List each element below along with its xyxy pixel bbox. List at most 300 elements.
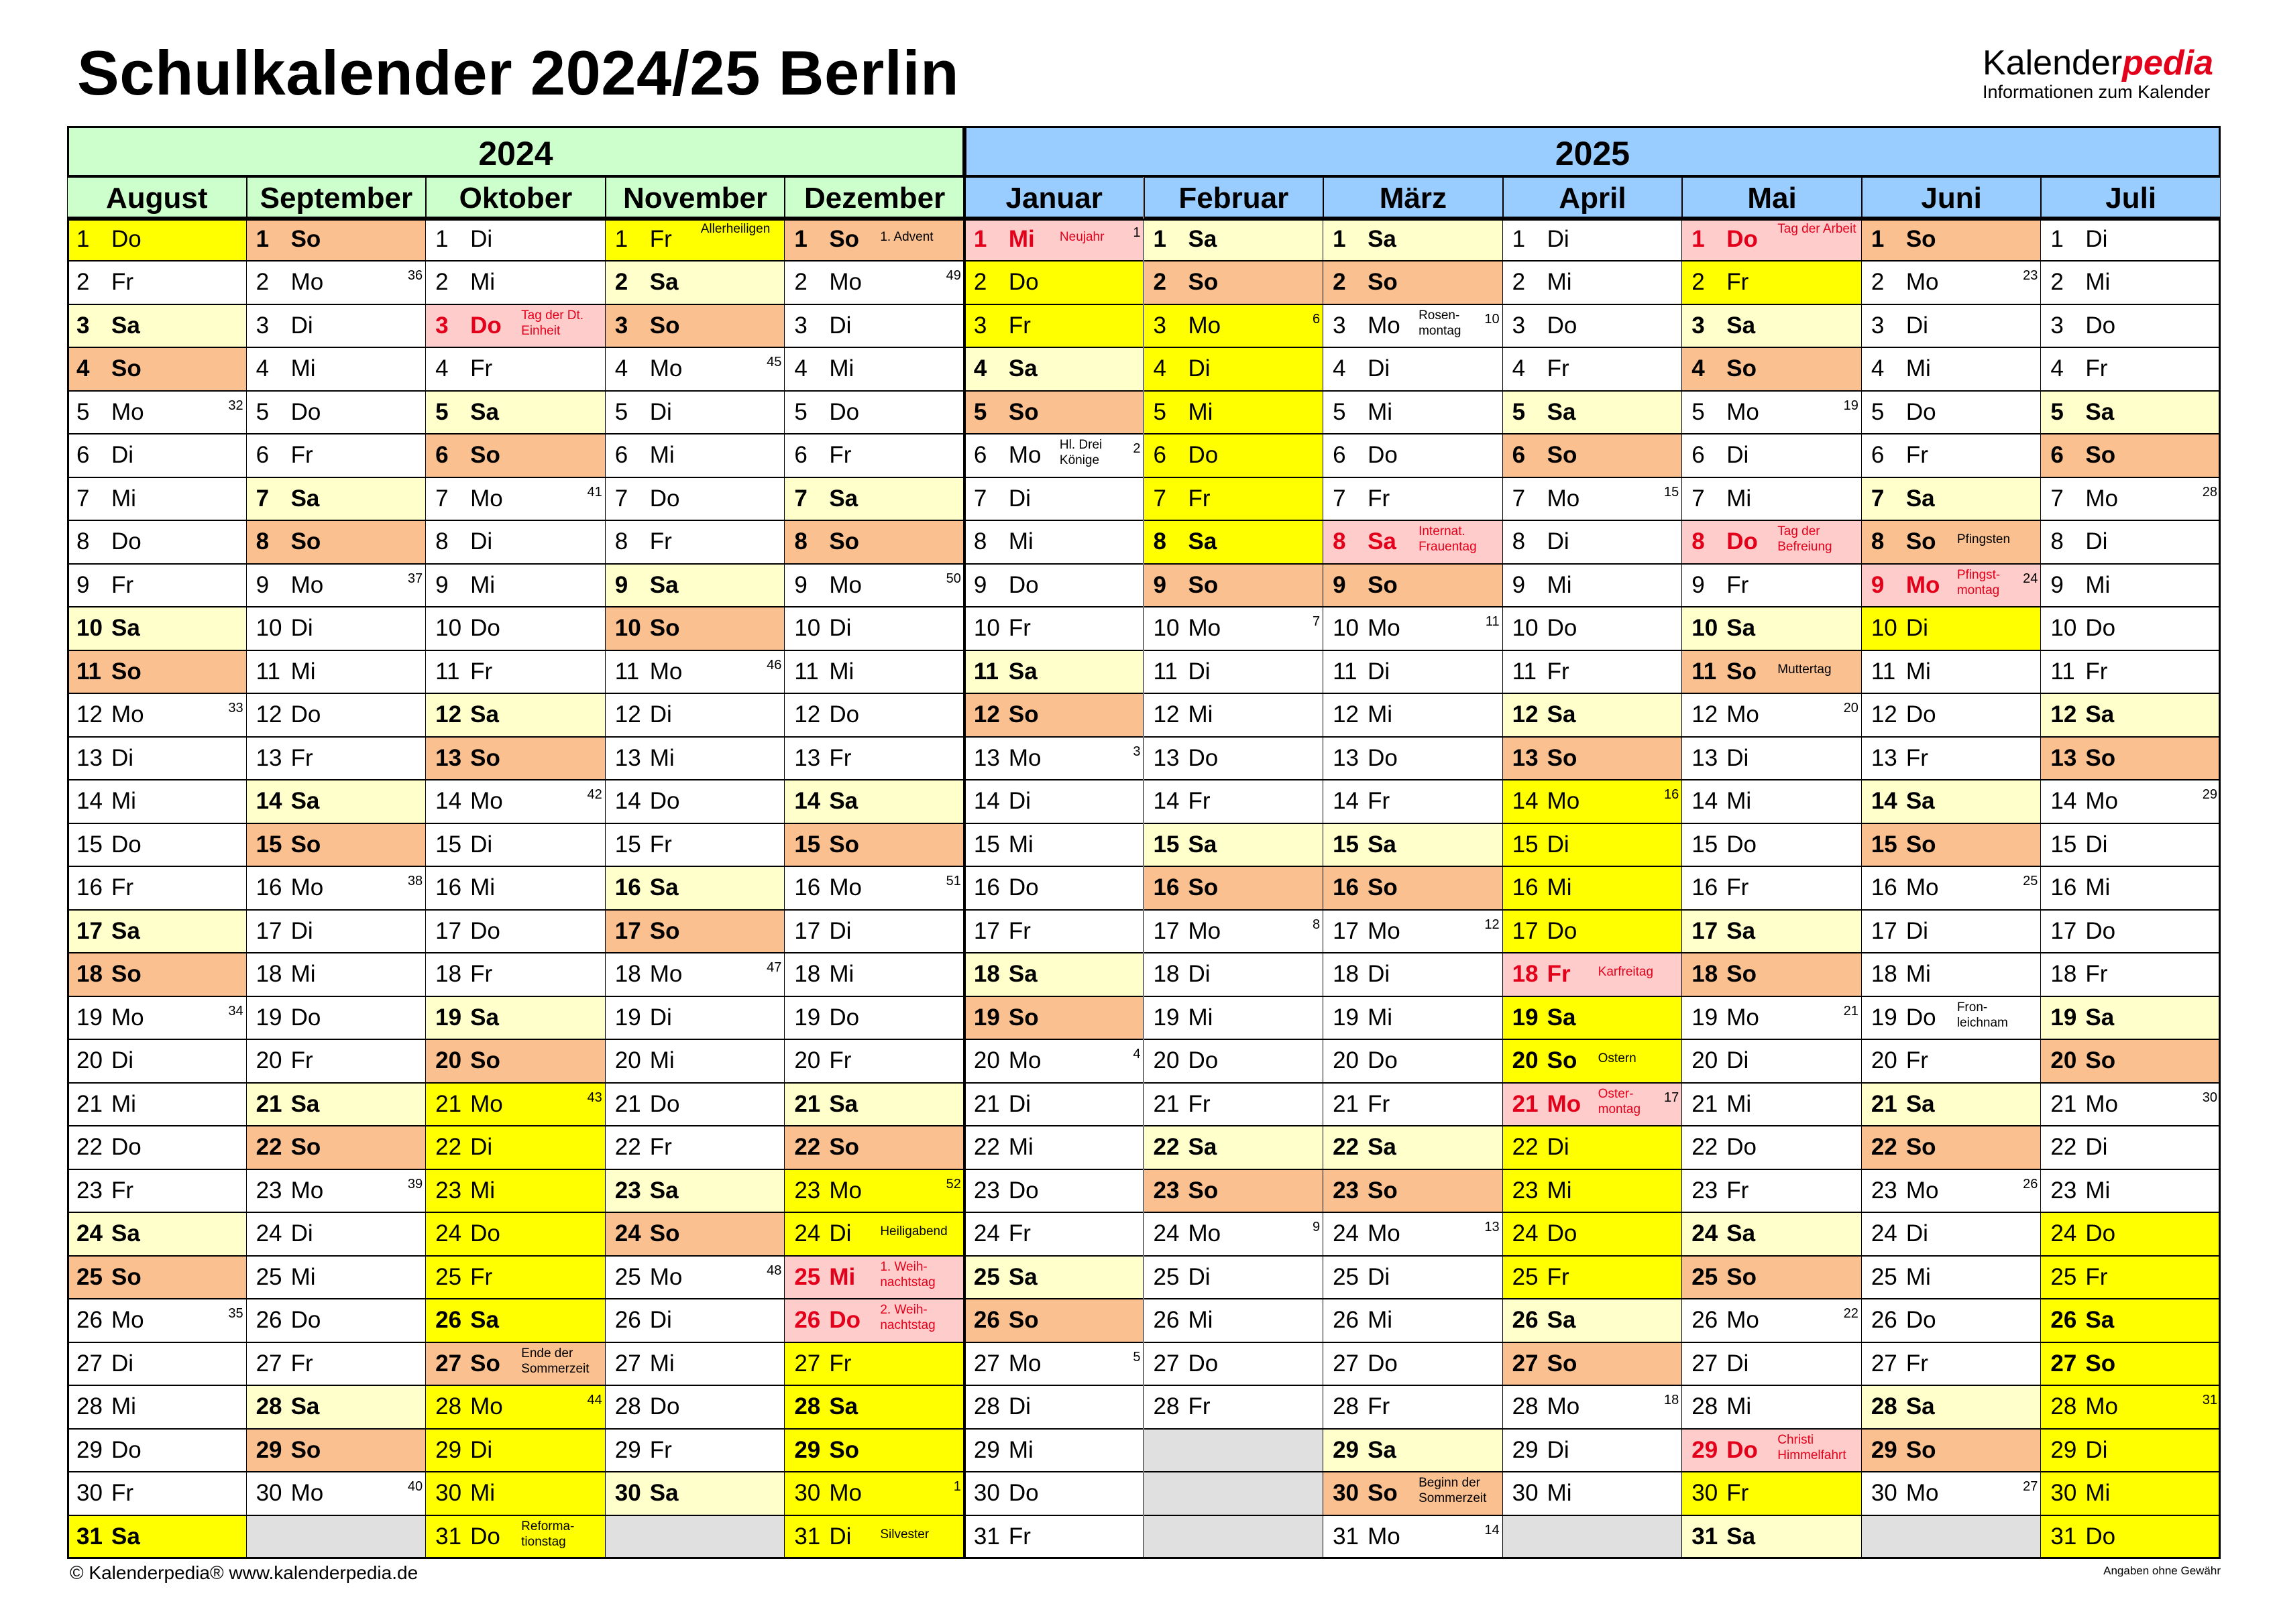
day-cell[interactable] [247,262,427,304]
day-cell[interactable] [606,1170,785,1213]
day-cell[interactable] [1862,1213,2042,1256]
day-cell[interactable] [2041,694,2221,737]
day-cell[interactable] [1862,392,2042,434]
day-cell[interactable] [964,1213,1144,1256]
day-cell[interactable] [426,953,606,996]
day-cell[interactable] [1144,305,1324,348]
day-cell[interactable] [1323,1386,1503,1429]
day-cell[interactable] [1323,434,1503,477]
day-cell[interactable] [964,1126,1144,1169]
day-cell[interactable] [785,392,964,434]
day-cell[interactable] [964,478,1144,521]
day-cell[interactable] [1503,348,1683,391]
day-cell[interactable] [1503,780,1683,823]
day-cell[interactable] [1503,434,1683,477]
day-cell[interactable] [606,607,785,650]
day-cell[interactable] [1682,824,1862,867]
day-cell[interactable] [1682,1472,1862,1515]
day-cell[interactable] [67,607,247,650]
day-cell[interactable] [67,824,247,867]
day-cell[interactable] [67,1213,247,1256]
day-cell[interactable] [785,434,964,477]
day-cell[interactable] [1682,1299,1862,1342]
day-cell[interactable] [67,219,247,262]
day-cell[interactable] [1503,521,1683,564]
day-cell[interactable] [1682,738,1862,780]
day-cell[interactable] [1503,1213,1683,1256]
day-cell[interactable] [1862,348,2042,391]
day-cell[interactable] [964,262,1144,304]
day-cell[interactable] [606,867,785,910]
day-cell[interactable] [606,565,785,607]
day-cell[interactable] [2041,1257,2221,1299]
day-cell[interactable] [67,1386,247,1429]
day-cell[interactable] [1144,1040,1324,1083]
day-cell[interactable] [1682,219,1862,262]
day-cell[interactable] [785,1170,964,1213]
day-cell[interactable] [1144,867,1324,910]
day-cell[interactable] [67,1040,247,1083]
day-cell[interactable] [426,911,606,953]
day-cell[interactable] [964,911,1144,953]
day-cell[interactable] [1862,1472,2042,1515]
day-cell[interactable] [1323,219,1503,262]
day-cell[interactable] [1503,1084,1683,1126]
day-cell[interactable] [1682,1343,1862,1386]
day-cell[interactable] [1862,867,2042,910]
day-cell[interactable] [606,219,785,262]
day-cell[interactable] [247,1170,427,1213]
day-cell[interactable] [247,348,427,391]
day-cell[interactable] [1503,305,1683,348]
day-cell[interactable] [2041,521,2221,564]
day-cell[interactable] [1862,262,2042,304]
day-cell[interactable] [1682,1257,1862,1299]
day-cell[interactable] [1862,565,2042,607]
day-cell[interactable] [1323,262,1503,304]
day-cell[interactable] [1862,694,2042,737]
day-cell[interactable] [785,1430,964,1472]
day-cell[interactable] [1862,478,2042,521]
day-cell[interactable] [1323,867,1503,910]
day-cell[interactable] [2041,1040,2221,1083]
day-cell[interactable] [1323,1299,1503,1342]
day-cell[interactable] [426,262,606,304]
day-cell[interactable] [247,478,427,521]
day-cell[interactable] [247,1257,427,1299]
day-cell[interactable] [247,997,427,1040]
day-cell[interactable] [2041,738,2221,780]
day-cell[interactable] [426,997,606,1040]
day-cell[interactable] [1323,392,1503,434]
day-cell[interactable] [964,1516,1144,1559]
day-cell[interactable] [606,997,785,1040]
day-cell[interactable] [426,607,606,650]
day-cell[interactable] [964,1084,1144,1126]
day-cell[interactable] [1862,738,2042,780]
day-cell[interactable] [1682,434,1862,477]
day-cell[interactable] [1503,911,1683,953]
day-cell[interactable] [785,867,964,910]
day-cell[interactable] [606,521,785,564]
day-cell[interactable] [785,1386,964,1429]
day-cell[interactable] [1144,1170,1324,1213]
day-cell[interactable] [67,1472,247,1515]
day-cell[interactable] [1144,1386,1324,1429]
day-cell[interactable] [785,738,964,780]
day-cell[interactable] [1862,651,2042,694]
day-cell[interactable] [67,1257,247,1299]
day-cell[interactable] [964,997,1144,1040]
day-cell[interactable] [2041,953,2221,996]
day-cell[interactable] [1323,1213,1503,1256]
day-cell[interactable] [426,738,606,780]
day-cell[interactable] [67,348,247,391]
day-cell[interactable] [426,1084,606,1126]
day-cell[interactable] [1144,392,1324,434]
day-cell[interactable] [1144,1126,1324,1169]
day-cell[interactable] [785,953,964,996]
day-cell[interactable] [606,694,785,737]
day-cell[interactable] [1323,997,1503,1040]
day-cell[interactable] [2041,305,2221,348]
day-cell[interactable] [247,392,427,434]
day-cell[interactable] [67,997,247,1040]
day-cell[interactable] [1682,1430,1862,1472]
day-cell[interactable] [67,1516,247,1559]
day-cell[interactable] [964,1472,1144,1515]
day-cell[interactable] [1682,1040,1862,1083]
day-cell[interactable] [785,305,964,348]
day-cell[interactable] [964,1040,1144,1083]
day-cell[interactable] [1682,478,1862,521]
day-cell[interactable] [964,348,1144,391]
day-cell[interactable] [606,1386,785,1429]
day-cell[interactable] [1862,434,2042,477]
day-cell[interactable] [964,1299,1144,1342]
day-cell[interactable] [426,1126,606,1169]
day-cell[interactable] [1144,219,1324,262]
day-cell[interactable] [1144,694,1324,737]
day-cell[interactable] [1682,694,1862,737]
day-cell[interactable] [1503,1343,1683,1386]
day-cell[interactable] [1144,651,1324,694]
day-cell[interactable] [1682,1126,1862,1169]
day-cell[interactable] [1503,1126,1683,1169]
day-cell[interactable] [1503,565,1683,607]
day-cell[interactable] [2041,1472,2221,1515]
day-cell[interactable] [247,651,427,694]
day-cell[interactable] [2041,867,2221,910]
day-cell[interactable] [785,1084,964,1126]
day-cell[interactable] [1682,651,1862,694]
day-cell[interactable] [964,694,1144,737]
day-cell[interactable] [1323,953,1503,996]
day-cell[interactable] [785,348,964,391]
day-cell[interactable] [1682,1516,1862,1559]
day-cell[interactable] [1682,1386,1862,1429]
day-cell[interactable] [67,521,247,564]
day-cell[interactable] [2041,1084,2221,1126]
day-cell[interactable] [1682,997,1862,1040]
day-cell[interactable] [1503,1299,1683,1342]
day-cell[interactable] [247,1430,427,1472]
day-cell[interactable] [247,1084,427,1126]
day-cell[interactable] [1323,1126,1503,1169]
day-cell[interactable] [606,478,785,521]
day-cell[interactable] [1323,651,1503,694]
day-cell[interactable] [964,867,1144,910]
day-cell[interactable] [785,1343,964,1386]
day-cell[interactable] [67,1343,247,1386]
day-cell[interactable] [964,434,1144,477]
day-cell[interactable] [1323,1084,1503,1126]
day-cell[interactable] [606,780,785,823]
day-cell[interactable] [2041,1299,2221,1342]
day-cell[interactable] [426,348,606,391]
day-cell[interactable] [785,911,964,953]
day-cell[interactable] [964,521,1144,564]
day-cell[interactable] [67,305,247,348]
day-cell[interactable] [1862,1343,2042,1386]
day-cell[interactable] [2041,262,2221,304]
day-cell[interactable] [67,738,247,780]
day-cell[interactable] [1503,997,1683,1040]
day-cell[interactable] [1144,1299,1324,1342]
day-cell[interactable] [67,1299,247,1342]
day-cell[interactable] [426,565,606,607]
day-cell[interactable] [1682,521,1862,564]
day-cell[interactable] [247,953,427,996]
day-cell[interactable] [247,521,427,564]
day-cell[interactable] [1862,1430,2042,1472]
day-cell[interactable] [247,1343,427,1386]
day-cell[interactable] [2041,824,2221,867]
day-cell[interactable] [247,565,427,607]
day-cell[interactable] [2041,1343,2221,1386]
day-cell[interactable] [1682,953,1862,996]
day-cell[interactable] [1144,565,1324,607]
day-cell[interactable] [964,1386,1144,1429]
day-cell[interactable] [2041,780,2221,823]
day-cell[interactable] [247,1299,427,1342]
day-cell[interactable] [1682,262,1862,304]
day-cell[interactable] [1144,1084,1324,1126]
day-cell[interactable] [426,1430,606,1472]
day-cell[interactable] [67,911,247,953]
day-cell[interactable] [2041,651,2221,694]
day-cell[interactable] [1503,1257,1683,1299]
day-cell[interactable] [1144,607,1324,650]
day-cell[interactable] [785,1213,964,1256]
day-cell[interactable] [1144,1257,1324,1299]
day-cell[interactable] [2041,1170,2221,1213]
day-cell[interactable] [1682,911,1862,953]
day-cell[interactable] [1144,1343,1324,1386]
day-cell[interactable] [1323,824,1503,867]
day-cell[interactable] [67,1430,247,1472]
day-cell[interactable] [426,1343,606,1386]
day-cell[interactable] [1144,911,1324,953]
day-cell[interactable] [606,651,785,694]
day-cell[interactable] [1503,1472,1683,1515]
day-cell[interactable] [606,1299,785,1342]
day-cell[interactable] [1144,348,1324,391]
day-cell[interactable] [426,1213,606,1256]
day-cell[interactable] [247,1040,427,1083]
day-cell[interactable] [606,1343,785,1386]
footer-copyright[interactable]: © Kalenderpedia® www.kalenderpedia.de [70,1562,419,1583]
day-cell[interactable] [247,305,427,348]
day-cell[interactable] [426,1257,606,1299]
day-cell[interactable] [785,219,964,262]
day-cell[interactable] [1323,780,1503,823]
day-cell[interactable] [2041,911,2221,953]
day-cell[interactable] [606,1126,785,1169]
day-cell[interactable] [964,1257,1144,1299]
day-cell[interactable] [606,824,785,867]
day-cell[interactable] [964,651,1144,694]
day-cell[interactable] [1862,1126,2042,1169]
day-cell[interactable] [247,1386,427,1429]
day-cell[interactable] [1144,262,1324,304]
day-cell[interactable] [1862,997,2042,1040]
day-cell[interactable] [1144,478,1324,521]
day-cell[interactable] [67,1170,247,1213]
day-cell[interactable] [2041,1386,2221,1429]
day-cell[interactable] [606,305,785,348]
day-cell[interactable] [785,780,964,823]
brand-logo[interactable] [1983,44,2213,102]
day-cell[interactable] [1862,1386,2042,1429]
day-cell[interactable] [1323,1170,1503,1213]
day-cell[interactable] [1862,1257,2042,1299]
day-cell[interactable] [606,262,785,304]
day-cell[interactable] [1862,305,2042,348]
day-cell[interactable] [2041,348,2221,391]
day-cell[interactable] [606,1040,785,1083]
day-cell[interactable] [426,219,606,262]
day-cell[interactable] [964,1430,1144,1472]
day-cell[interactable] [67,478,247,521]
day-cell[interactable] [1323,694,1503,737]
day-cell[interactable] [247,434,427,477]
day-cell[interactable] [2041,434,2221,477]
day-cell[interactable] [426,1299,606,1342]
day-cell[interactable] [247,1126,427,1169]
day-cell[interactable] [964,305,1144,348]
day-cell[interactable] [1682,392,1862,434]
day-cell[interactable] [785,1040,964,1083]
day-cell[interactable] [1503,219,1683,262]
day-cell[interactable] [1144,738,1324,780]
day-cell[interactable] [2041,1126,2221,1169]
day-cell[interactable] [67,651,247,694]
day-cell[interactable] [426,651,606,694]
day-cell[interactable] [426,824,606,867]
day-cell[interactable] [1862,1170,2042,1213]
day-cell[interactable] [964,780,1144,823]
day-cell[interactable] [606,911,785,953]
day-cell[interactable] [1323,1040,1503,1083]
day-cell[interactable] [1503,867,1683,910]
day-cell[interactable] [606,953,785,996]
day-cell[interactable] [964,1343,1144,1386]
day-cell[interactable] [1144,997,1324,1040]
day-cell[interactable] [1503,1430,1683,1472]
day-cell[interactable] [426,434,606,477]
day-cell[interactable] [1503,953,1683,996]
day-cell[interactable] [2041,997,2221,1040]
day-cell[interactable] [606,348,785,391]
day-cell[interactable] [1682,1170,1862,1213]
day-cell[interactable] [2041,1516,2221,1559]
day-cell[interactable] [1862,521,2042,564]
day-cell[interactable] [1323,1516,1503,1559]
day-cell[interactable] [1862,607,2042,650]
day-cell[interactable] [1682,565,1862,607]
day-cell[interactable] [785,521,964,564]
day-cell[interactable] [2041,219,2221,262]
day-cell[interactable] [1144,521,1324,564]
day-cell[interactable] [2041,1213,2221,1256]
day-cell[interactable] [247,867,427,910]
day-cell[interactable] [1144,824,1324,867]
day-cell[interactable] [785,262,964,304]
day-cell[interactable] [247,824,427,867]
day-cell[interactable] [964,953,1144,996]
day-cell[interactable] [426,305,606,348]
day-cell[interactable] [2041,565,2221,607]
day-cell[interactable] [1503,651,1683,694]
day-cell[interactable] [1144,953,1324,996]
day-cell[interactable] [1323,478,1503,521]
day-cell[interactable] [67,867,247,910]
day-cell[interactable] [606,1213,785,1256]
day-cell[interactable] [1862,219,2042,262]
day-cell[interactable] [964,392,1144,434]
day-cell[interactable] [67,1084,247,1126]
day-cell[interactable] [1323,911,1503,953]
day-cell[interactable] [1144,1213,1324,1256]
day-cell[interactable] [1503,262,1683,304]
day-cell[interactable] [1323,1430,1503,1472]
day-cell[interactable] [785,1472,964,1515]
day-cell[interactable] [426,867,606,910]
day-cell[interactable] [67,434,247,477]
day-cell[interactable] [606,1430,785,1472]
day-cell[interactable] [426,1472,606,1515]
day-cell[interactable] [964,565,1144,607]
day-cell[interactable] [67,694,247,737]
day-cell[interactable] [1323,521,1503,564]
day-cell[interactable] [247,1472,427,1515]
day-cell[interactable] [1503,824,1683,867]
day-cell[interactable] [1862,953,2042,996]
day-cell[interactable] [1862,1040,2042,1083]
day-cell[interactable] [1503,1040,1683,1083]
day-cell[interactable] [785,607,964,650]
day-cell[interactable] [1682,607,1862,650]
day-cell[interactable] [1862,1299,2042,1342]
day-cell[interactable] [1503,607,1683,650]
day-cell[interactable] [1682,305,1862,348]
day-cell[interactable] [606,738,785,780]
day-cell[interactable] [67,1126,247,1169]
day-cell[interactable] [1682,1084,1862,1126]
day-cell[interactable] [1323,738,1503,780]
day-cell[interactable] [247,607,427,650]
